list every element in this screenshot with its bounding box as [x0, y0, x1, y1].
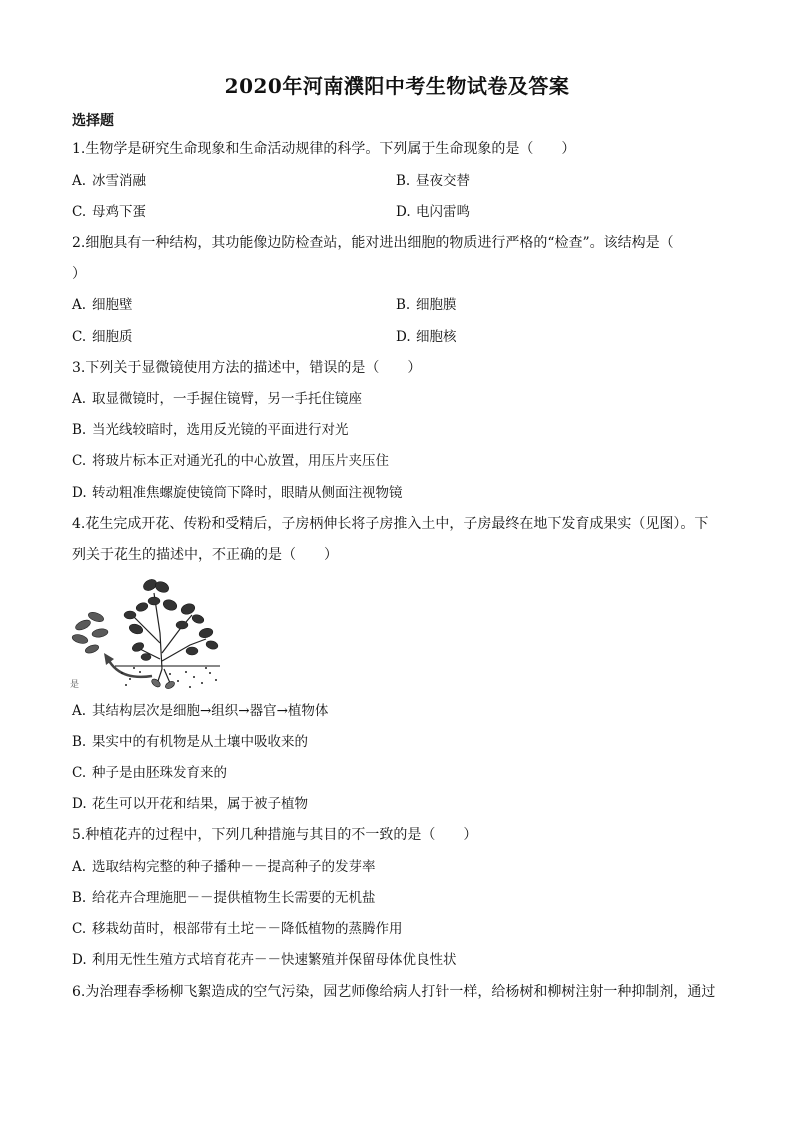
option-text: 花生可以开花和结果，属于被子植物	[92, 796, 308, 812]
q1-option-d	[396, 202, 470, 222]
option-key: C.	[72, 204, 87, 220]
peanut-plant-figure	[70, 573, 222, 697]
option-text: 选取结构完整的种子播种－－提高种子的发芽率	[92, 859, 376, 875]
option-text: 细胞壁	[92, 297, 133, 313]
q5-option-d	[72, 950, 457, 970]
option-text: 细胞质	[92, 329, 133, 345]
question-6-stem-line1: 6.为治理春季杨柳飞絮造成的空气污染，园艺师像给病人打针一样，给杨树和柳树注射一种抑制剂，通过	[72, 984, 716, 1000]
option-text: 取显微镜时，一手握住镜臂，另一手托住镜座	[92, 391, 362, 407]
question-3-stem: 3.下列关于显微镜使用方法的描述中，错误的是（ ）	[72, 360, 422, 376]
option-text: 昼夜交替	[416, 173, 470, 189]
option-key: C.	[72, 765, 87, 781]
option-text: 移栽幼苗时，根部带有土坨－－降低植物的蒸腾作用	[92, 921, 403, 937]
option-text: 电闪雷鸣	[416, 204, 470, 220]
option-text: 果实中的有机物是从土壤中吸收来的	[92, 734, 308, 750]
q2-option-c	[72, 327, 133, 347]
option-key: B.	[396, 173, 411, 189]
q1-option-b	[396, 171, 470, 191]
peanut-plant-illustration	[70, 573, 222, 697]
option-key: B.	[72, 422, 87, 438]
section-heading: 选择题	[72, 113, 114, 129]
option-text: 母鸡下蛋	[92, 204, 146, 220]
option-key: D.	[396, 329, 411, 345]
option-text: 当光线较暗时，选用反光镜的平面进行对光	[92, 422, 349, 438]
option-text: 种子是由胚珠发育来的	[92, 765, 227, 781]
q3-option-c	[72, 451, 389, 471]
option-text: 给花卉合理施肥－－提供植物生长需要的无机盐	[92, 890, 376, 906]
option-key: C.	[72, 329, 87, 345]
question-2-stem-line1: 2.细胞具有一种结构，其功能像边防检查站，能对进出细胞的物质进行严格的“检查”。该结构是（	[72, 235, 674, 251]
q4-option-a	[72, 701, 328, 721]
option-key: D.	[396, 204, 411, 220]
option-text: 细胞核	[416, 329, 457, 345]
q5-option-c	[72, 919, 403, 939]
question-4-stem-line2: 列关于花生的描述中，不正确的是（ ）	[72, 547, 338, 563]
q4-option-c	[72, 763, 227, 783]
option-text: 将玻片标本正对通光孔的中心放置，用压片夹压住	[92, 453, 389, 469]
q3-option-d	[72, 483, 403, 503]
option-key: D.	[72, 952, 87, 968]
question-4-stem-line1: 4.花生完成开花、传粉和受精后，子房柄伸长将子房推入土中，子房最终在地下发育成果实（见图）。下	[72, 516, 709, 532]
option-key: C.	[72, 921, 87, 937]
q2-option-d	[396, 327, 457, 347]
q2-option-a	[72, 295, 133, 315]
q3-option-a	[72, 389, 362, 409]
option-key: A.	[72, 391, 87, 407]
option-text: 转动粗准焦螺旋使镜筒下降时，眼睛从侧面注视物镜	[92, 485, 403, 501]
option-key: D.	[72, 796, 87, 812]
q4-option-b	[72, 732, 308, 752]
option-text: 冰雪消融	[92, 173, 146, 189]
page-title: 2020年河南濮阳中考生物试卷及答案	[224, 74, 570, 98]
q4-option-d	[72, 794, 308, 814]
option-key: C.	[72, 453, 87, 469]
q5-option-b	[72, 888, 376, 908]
option-key: B.	[396, 297, 411, 313]
option-text: 利用无性生殖方式培育花卉－－快速繁殖并保留母体优良性状	[92, 952, 457, 968]
q1-option-c	[72, 202, 146, 222]
q3-option-b	[72, 420, 349, 440]
q2-option-b	[396, 295, 457, 315]
question-5-stem: 5.种植花卉的过程中，下列几种措施与其目的不一致的是（ ）	[72, 827, 478, 843]
option-key: A.	[72, 297, 87, 313]
figure-label: 是	[70, 680, 80, 690]
option-text: 细胞膜	[416, 297, 457, 313]
q5-option-a	[72, 857, 376, 877]
question-1-stem: 1.生物学是研究生命现象和生命活动规律的科学。下列属于生命现象的是（ ）	[72, 141, 576, 157]
option-key: A.	[72, 703, 87, 719]
option-key: B.	[72, 734, 87, 750]
question-2-stem-line2: ）	[72, 266, 86, 282]
q1-option-a	[72, 171, 146, 191]
option-key: D.	[72, 485, 87, 501]
option-text: 其结构层次是细胞→组织→器官→植物体	[92, 703, 329, 719]
option-key: A.	[72, 859, 87, 875]
option-key: B.	[72, 890, 87, 906]
option-key: A.	[72, 173, 87, 189]
